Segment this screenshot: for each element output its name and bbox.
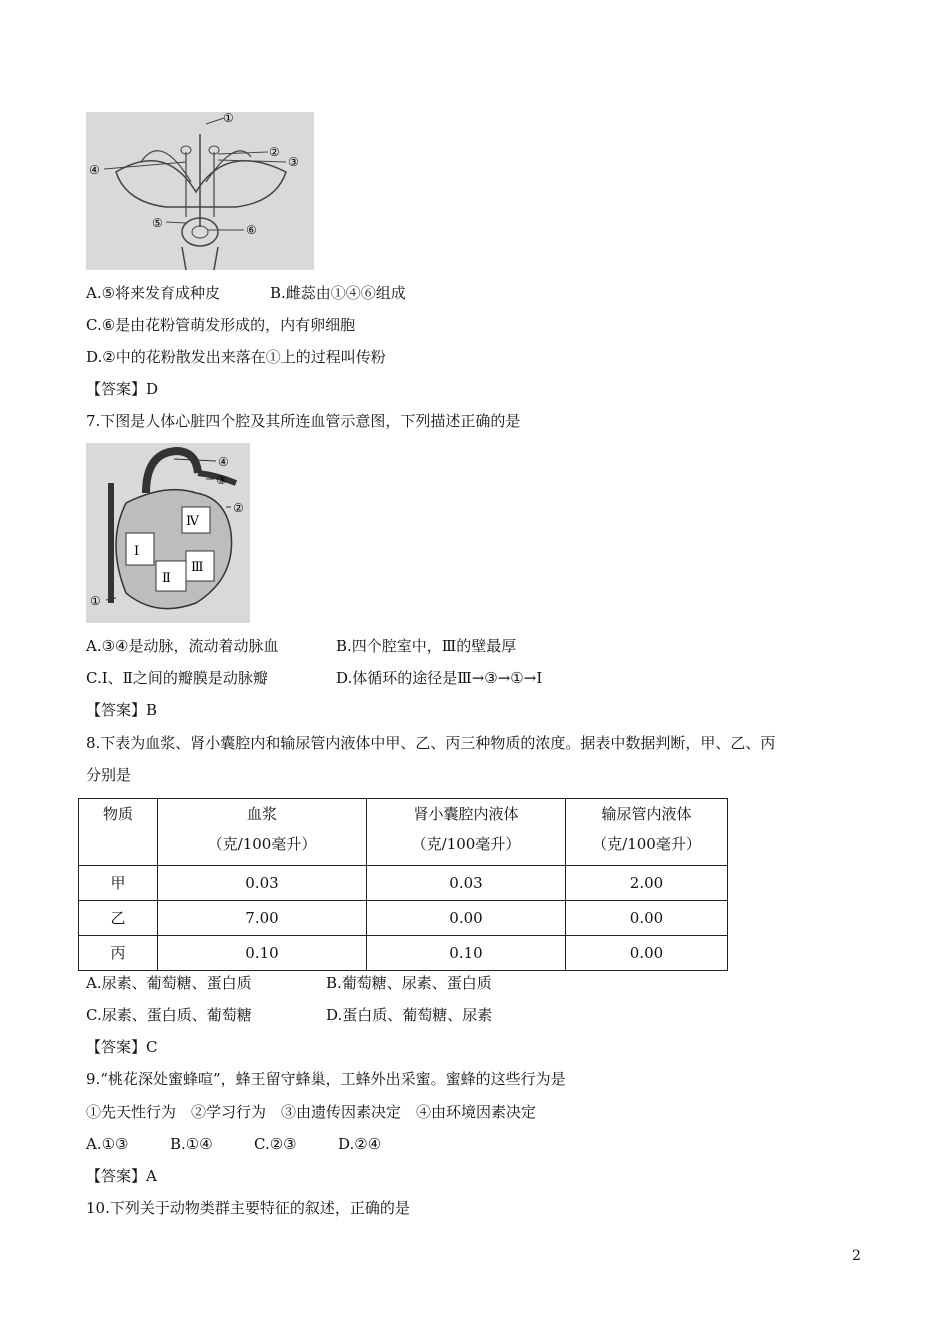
q6-option-c: C.⑥是由花粉管萌发形成的，内有卵细胞 [86,316,356,334]
table-cell: 0.03 [367,866,566,901]
q8-option-a: A.尿素、葡萄糖、蛋白质 [86,974,252,992]
table-header-cell: 血浆 （克/100毫升） [158,799,367,866]
table-header-row [79,799,728,866]
q8-question-line1: 8.下表为血浆、肾小囊腔内和输尿管内液体中甲、乙、丙三种物质的浓度。据表中数据判断，甲、乙、丙 [86,734,776,752]
q8-answer: 【答案】C [86,1038,158,1056]
flower-label-3: ③ [288,155,299,169]
table-cell: 2.00 [566,866,728,901]
table-row [79,866,728,901]
q9-question: 9.“桃花深处蜜蜂喧”，蜂王留守蜂巢，工蜂外出采蜜。蜜蜂的这些行为是 [86,1070,566,1088]
heart-diagram [86,443,250,623]
q7-answer: 【答案】B [86,701,158,719]
table-cell: 丙 [79,936,158,971]
table-cell: 7.00 [158,901,367,936]
table-cell: 0.00 [566,901,728,936]
q9-statements: ①先天性行为 ②学习行为 ③由遗传因素决定 ④由环境因素决定 [86,1103,537,1121]
heart-chamber-3: Ⅲ [191,560,204,575]
table-row [79,901,728,936]
q7-option-d: D.体循环的途径是Ⅲ→③→①→Ⅰ [336,669,543,687]
heart-label-3: ③ [216,473,227,487]
table-header-cell: 物质 [79,799,158,866]
table-cell: 0.10 [367,936,566,971]
table-cell: 0.00 [566,936,728,971]
flower-label-1: ① [223,112,234,125]
flower-label-5: ⑤ [152,216,163,230]
heart-chamber-1: Ⅰ [134,544,140,559]
table-cell: 甲 [79,866,158,901]
table-row [79,936,728,971]
heart-label-2: ② [233,501,244,515]
q8-question-line2: 分别是 [86,766,132,784]
table-header-cell: 肾小囊腔内液体 （克/100毫升） [367,799,566,866]
page-number: 2 [852,1248,861,1264]
q7-option-b: B.四个腔室中，Ⅲ的壁最厚 [336,637,517,655]
heart-label-4: ④ [218,455,229,469]
q6-option-a: A.⑤将来发育成种皮 [86,284,221,302]
table-cell: 0.03 [158,866,367,901]
q6-answer: 【答案】D [86,380,159,398]
q7-option-a: A.③④是动脉，流动着动脉血 [86,637,279,655]
q10-question: 10.下列关于动物类群主要特征的叙述，正确的是 [86,1199,410,1217]
q9-option-a: A.①③ [86,1135,129,1153]
q6-option-d: D.②中的花粉散发出来落在①上的过程叫传粉 [86,348,386,366]
flower-label-4: ④ [89,163,100,177]
q7-option-c: C.Ⅰ、Ⅱ之间的瓣膜是动脉瓣 [86,669,268,687]
q9-option-c: C.②③ [254,1135,297,1153]
heart-chamber-2: Ⅱ [162,571,171,586]
heart-label-1: ① [90,594,101,608]
q7-question: 7.下图是人体心脏四个腔及其所连血管示意图，下列描述正确的是 [86,412,521,430]
q9-option-b: B.①④ [170,1135,213,1153]
table-cell: 0.10 [158,936,367,971]
table-header-cell: 输尿管内液体 （克/100毫升） [566,799,728,866]
flower-label-6: ⑥ [246,223,257,237]
q9-answer: 【答案】A [86,1167,157,1185]
q9-option-d: D.②④ [338,1135,382,1153]
q6-option-b: B.雌蕊由①④⑥组成 [270,284,406,302]
table-cell: 0.00 [367,901,566,936]
q8-option-d: D.蛋白质、葡萄糖、尿素 [326,1006,493,1024]
flower-diagram [86,112,314,270]
heart-chamber-4: Ⅳ [186,514,199,529]
table-cell: 乙 [79,901,158,936]
concentration-table [78,798,728,971]
q8-option-b: B.葡萄糖、尿素、蛋白质 [326,974,492,992]
flower-label-2: ② [269,145,280,159]
q8-option-c: C.尿素、蛋白质、葡萄糖 [86,1006,252,1024]
